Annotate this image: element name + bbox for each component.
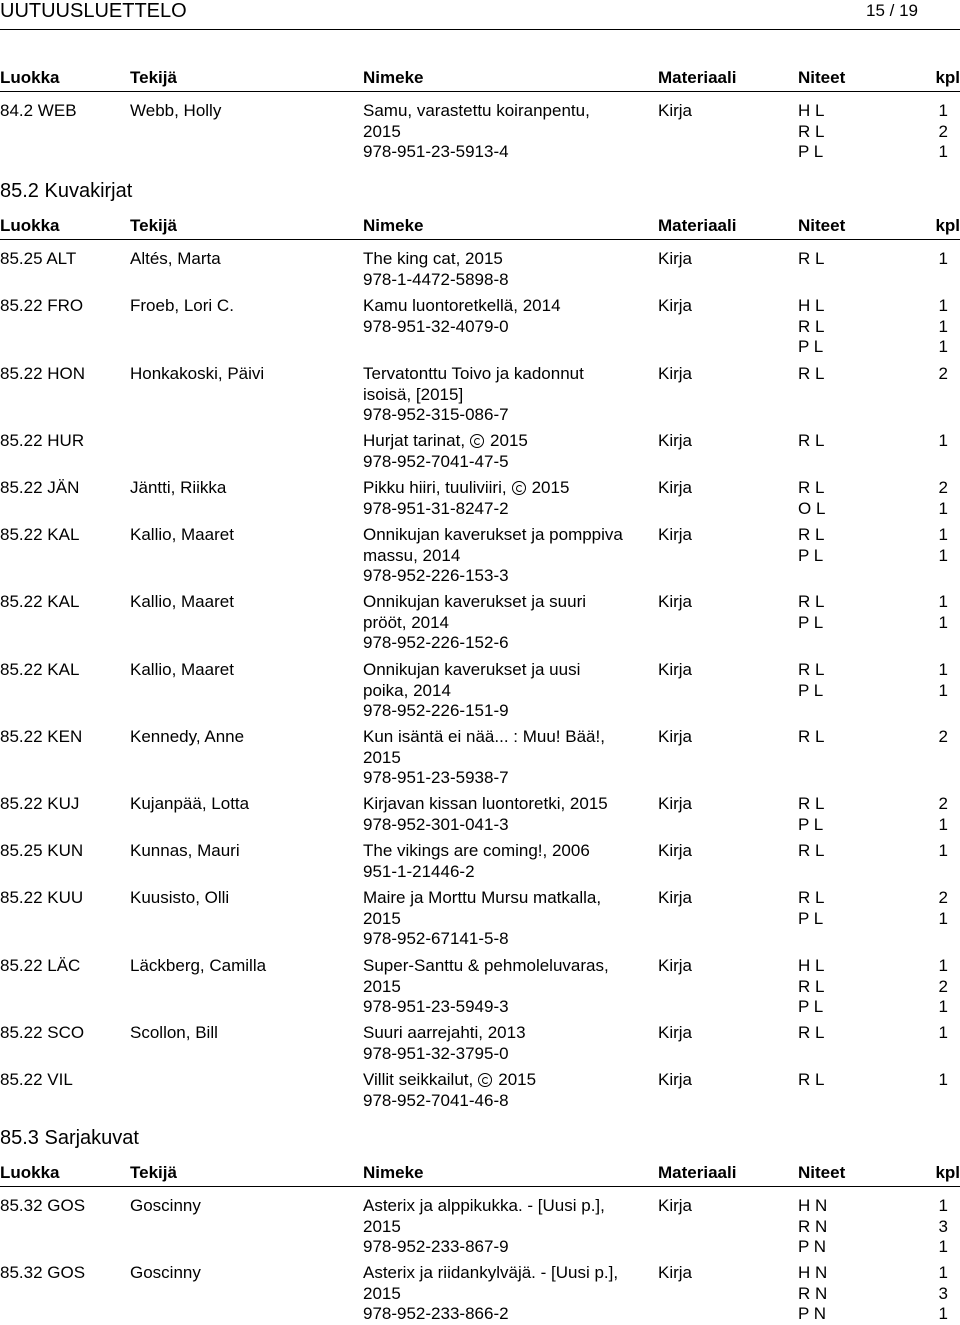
copy-location-code: R L [798,794,825,813]
copy-location-code: H N [798,1263,828,1282]
copy-location-code: R L [798,121,825,141]
column-header-materiaali: Materiaali [658,68,737,87]
column-header-nimeke: Nimeke [363,68,424,87]
entry-class: 85.22 HUR [0,431,85,450]
header-divider [0,29,960,30]
copy-count: 3 [938,1283,948,1303]
entry-author: Kujanpää, Lotta [130,794,250,813]
entry-class: 85.25 KUN [0,841,84,860]
copy-line [798,249,948,270]
copy-location-code: H L [798,296,825,315]
copy-count: 1 [938,337,948,356]
entry-class: 85.32 GOS [0,1196,86,1215]
copy-count: 2 [938,121,948,141]
copy-line [798,499,948,520]
entry-isbn: 978-951-23-5949-3 [363,997,509,1016]
entry-author: Kallio, Maaret [130,592,234,611]
entry-title [363,888,653,950]
copy-line [798,1196,948,1217]
copy-location-code: R L [798,976,825,996]
entry-title [363,956,653,1018]
copy-line [798,794,948,815]
entry-isbn: 978-952-226-151-9 [363,701,509,720]
entry-material: Kirja [658,888,693,907]
entry-author: Honkakoski, Päivi [130,364,265,383]
entry-title-line: Onnikujan kaverukset ja uusi [363,660,581,679]
entry-title-line: 2015 [363,747,401,767]
entry-title-line: 2015 [363,1216,401,1236]
entry-title [363,1070,653,1111]
column-header-tekija: Tekijä [130,216,177,235]
copy-line [798,977,948,998]
copy-location-code: P L [798,612,824,632]
entry-isbn: 978-952-233-867-9 [363,1237,509,1256]
copy-count: 1 [938,660,948,679]
entry-title-line: 2015 [363,121,401,141]
copy-line [798,1237,948,1258]
copy-location-code: R L [798,364,825,383]
copy-count: 1 [938,956,948,975]
column-header-tekija: Tekijä [130,68,177,87]
entry-material: Kirja [658,101,693,120]
copy-line [798,681,948,702]
column-header-niteet: Niteet [798,1163,846,1182]
entry-title-line: 2015 [363,908,401,928]
entry-class: 85.22 KAL [0,660,80,679]
column-header-divider [0,239,960,240]
entry-isbn: 978-952-226-153-3 [363,566,509,585]
entry-class: 85.22 KUU [0,888,84,907]
copy-line [798,122,948,143]
entry-isbn: 978-951-23-5913-4 [363,142,509,161]
copy-location-code: P N [798,1304,827,1323]
entry-title-line: Kirjavan kissan luontoretki, 2015 [363,794,608,813]
entry-class: 85.22 LÄC [0,956,81,975]
copy-location-code: H L [798,101,825,120]
entry-isbn: 978-952-67141-5-8 [363,929,509,948]
entry-isbn: 951-1-21446-2 [363,861,475,881]
copy-line [798,478,948,499]
entry-isbn: 978-952-315-086-7 [363,405,509,424]
entry-class: 84.2 WEB [0,101,77,120]
column-header-kpl: kpl [935,68,960,87]
copy-line [798,337,948,358]
entry-copies [798,1263,948,1325]
copy-location-code: R L [798,431,825,450]
entry-material: Kirja [658,592,693,611]
column-header-tekija: Tekijä [130,1163,177,1182]
entry-author: Goscinny [130,1196,201,1215]
copy-line [798,317,948,338]
copy-count: 2 [938,888,948,907]
copy-line [798,1304,948,1325]
entry-material: Kirja [658,660,693,679]
entry-title [363,296,653,337]
entry-author: Kennedy, Anne [130,727,245,746]
entry-copies [798,660,948,701]
entry-author: Läckberg, Camilla [130,956,267,975]
copy-count: 1 [938,249,948,268]
column-header-kpl: kpl [935,216,960,235]
copy-location-code: P L [798,908,824,928]
copy-location-code: P L [798,814,824,834]
entry-copies [798,592,948,633]
entry-copies [798,431,948,452]
entry-material: Kirja [658,727,693,746]
copy-location-code: P L [798,545,824,565]
section-title: 85.3 Sarjakuvat [0,1127,139,1149]
copy-count: 1 [938,680,948,700]
entry-material: Kirja [658,1196,693,1215]
column-header-materiaali: Materiaali [658,1163,737,1182]
copy-location-code: R L [798,249,825,268]
copy-count: 1 [938,841,948,860]
entry-isbn: 978-952-226-152-6 [363,633,509,652]
copy-count: 1 [938,592,948,611]
entry-author: Jäntti, Riikka [130,478,227,497]
entry-title-line: Samu, varastettu koiranpentu, [363,101,590,120]
copy-location-code: O L [798,498,826,518]
copy-count: 1 [938,1023,948,1042]
copy-line [798,909,948,930]
entry-isbn: 978-951-32-3795-0 [363,1043,509,1063]
entry-title-line: Hurjat tarinat, 2015 [363,431,528,450]
entry-title [363,1196,653,1258]
entry-author: Kallio, Maaret [130,660,234,679]
entry-copies [798,525,948,566]
entry-title [363,794,653,835]
copy-count: 1 [938,997,948,1016]
entry-author: Altés, Marta [130,249,221,268]
entry-copies [798,364,948,385]
copy-line [798,1217,948,1238]
entry-class: 85.22 KAL [0,525,80,544]
copy-location-code: P L [798,997,824,1016]
entry-author: Kallio, Maaret [130,525,234,544]
column-header-luokka: Luokka [0,68,60,87]
entry-title [363,592,653,654]
entry-copies [798,1070,948,1091]
page-title: UUTUUSLUETTELO [0,0,187,22]
copy-line [798,431,948,452]
copy-location-code: H L [798,956,825,975]
copy-line [798,727,948,748]
entry-class: 85.22 VIL [0,1070,73,1089]
copy-location-code: R L [798,1023,825,1042]
entry-title-line: Kun isäntä ei nää... : Muu! Bää!, [363,727,605,746]
copy-count: 1 [938,1263,948,1282]
entry-title [363,727,653,789]
entry-copies [798,249,948,270]
entry-title [363,478,653,519]
entry-material: Kirja [658,296,693,315]
entry-title-line: The king cat, 2015 [363,249,503,268]
entry-copies [798,888,948,929]
column-header-niteet: Niteet [798,68,846,87]
copy-count: 2 [938,364,948,383]
copy-line [798,101,948,122]
entry-title-line: Asterix ja riidankylväjä. - [Uusi p.], [363,1263,619,1282]
copy-line [798,956,948,977]
copy-location-code: P L [798,680,824,700]
entry-material: Kirja [658,431,693,450]
copy-location-code: P L [798,337,824,356]
entry-title [363,1263,653,1325]
page-number: 15 / 19 [866,1,918,20]
entry-class: 85.22 JÄN [0,478,80,497]
entry-isbn: 978-951-23-5938-7 [363,768,509,787]
copy-location-code: R L [798,592,825,611]
copy-location-code: R N [798,1283,828,1303]
entry-material: Kirja [658,525,693,544]
entry-title-line: Onnikujan kaverukset ja pomppiva [363,525,623,544]
column-header-luokka: Luokka [0,1163,60,1182]
entry-title-line: Super-Santtu & pehmoleluvaras, [363,956,609,975]
entry-title [363,1023,653,1064]
entry-title-line: 2015 [363,976,401,996]
entry-material: Kirja [658,249,693,268]
entry-isbn: 978-952-301-041-3 [363,814,509,834]
entry-class: 85.25 ALT [0,249,77,268]
copy-count: 1 [938,814,948,834]
copy-count: 1 [938,296,948,315]
entry-title-line: Onnikujan kaverukset ja suuri [363,592,587,611]
entry-isbn: 978-951-31-8247-2 [363,498,509,518]
entry-material: Kirja [658,478,693,497]
copy-location-code: R L [798,727,825,746]
entry-class: 85.32 GOS [0,1263,86,1282]
copy-count: 1 [938,498,948,518]
column-header-nimeke: Nimeke [363,216,424,235]
copy-count: 1 [938,545,948,565]
entry-title-line: isoisä, [2015] [363,384,464,404]
column-header-row [0,68,960,92]
copy-count: 2 [938,478,948,497]
column-header-luokka: Luokka [0,216,60,235]
entry-isbn: 978-951-32-4079-0 [363,316,509,336]
entry-copies [798,956,948,1018]
column-header-divider [0,1186,960,1187]
entry-copies [798,1196,948,1258]
column-header-niteet: Niteet [798,216,846,235]
copy-count: 2 [938,794,948,813]
entry-author: Goscinny [130,1263,201,1282]
copy-count: 1 [938,316,948,336]
entry-author: Froeb, Lori C. [130,296,234,315]
entry-class: 85.22 KAL [0,592,80,611]
copy-line [798,142,948,163]
entry-class: 85.22 SCO [0,1023,85,1042]
copy-location-code: R L [798,1070,825,1089]
copy-location-code: R L [798,841,825,860]
copy-location-code: R N [798,1216,828,1236]
entry-isbn: 978-1-4472-5898-8 [363,269,509,289]
entry-isbn: 978-952-7041-47-5 [363,451,509,471]
entry-title [363,841,653,882]
copy-line [798,613,948,634]
copy-count: 2 [938,727,948,746]
copy-count: 1 [938,1070,948,1089]
copyright-icon [512,481,526,495]
entry-class: 85.22 FRO [0,296,84,315]
column-header-divider [0,91,960,92]
entry-title-line: Villit seikkailut, 2015 [363,1070,537,1089]
copy-line [798,1070,948,1091]
entry-material: Kirja [658,1070,693,1089]
entry-material: Kirja [658,1023,693,1042]
entry-copies [798,1023,948,1044]
copy-line [798,1263,948,1284]
copy-location-code: H N [798,1196,828,1215]
copy-count: 1 [938,1304,948,1323]
entry-class: 85.22 KUJ [0,794,80,813]
copy-line [798,997,948,1018]
copyright-icon [470,434,484,448]
section-title: 85.2 Kuvakirjat [0,180,133,202]
copy-line [798,815,948,836]
copy-line [798,1284,948,1305]
entry-title [363,660,653,722]
entry-title-line: Pikku hiiri, tuuliviiri, 2015 [363,478,570,497]
entry-isbn: 978-952-7041-46-8 [363,1090,509,1110]
copy-count: 3 [938,1216,948,1236]
copy-line [798,546,948,567]
entry-title [363,101,653,163]
column-header-kpl: kpl [935,1163,960,1182]
entry-author: Kuusisto, Olli [130,888,230,907]
entry-title-line: Suuri aarrejahti, 2013 [363,1023,526,1042]
entry-material: Kirja [658,364,693,383]
copy-count: 1 [938,1237,948,1256]
entry-title-line: poika, 2014 [363,680,451,700]
copy-line [798,296,948,317]
entry-isbn: 978-952-233-866-2 [363,1304,509,1323]
entry-copies [798,794,948,835]
copy-count: 2 [938,976,948,996]
copy-count: 1 [938,1196,948,1215]
entry-copies [798,841,948,862]
column-header-nimeke: Nimeke [363,1163,424,1182]
copy-line [798,364,948,385]
column-header-materiaali: Materiaali [658,216,737,235]
entry-copies [798,296,948,358]
entry-title-line: Asterix ja alppikukka. - [Uusi p.], [363,1196,605,1215]
entry-copies [798,101,948,163]
entry-title [363,364,653,426]
entry-title [363,431,653,472]
entry-title [363,525,653,587]
entry-material: Kirja [658,956,693,975]
copyright-icon [478,1073,492,1087]
entry-title-line: 2015 [363,1283,401,1303]
copy-location-code: R L [798,660,825,679]
copy-count: 1 [938,101,948,120]
entry-copies [798,727,948,748]
copy-count: 1 [938,612,948,632]
copy-line [798,660,948,681]
entry-title-line: massu, 2014 [363,545,461,565]
entry-author: Kunnas, Mauri [130,841,240,860]
entry-author: Scollon, Bill [130,1023,218,1042]
copy-line [798,841,948,862]
copy-line [798,525,948,546]
entry-class: 85.22 KEN [0,727,83,746]
copy-count: 1 [938,142,948,161]
copy-count: 1 [938,525,948,544]
entry-title-line: Kamu luontoretkellä, 2014 [363,296,561,315]
entry-title-line: Maire ja Morttu Mursu matkalla, [363,888,602,907]
entry-copies [798,478,948,519]
copy-location-code: P L [798,142,824,161]
entry-title-line: prööt, 2014 [363,612,450,632]
copy-count: 1 [938,431,948,450]
copy-line [798,1023,948,1044]
entry-title-line: The vikings are coming!, 2006 [363,841,590,860]
page-header [0,0,960,30]
entry-material: Kirja [658,794,693,813]
column-header-row [0,216,960,240]
copy-location-code: R L [798,888,825,907]
entry-class: 85.22 HON [0,364,86,383]
copy-location-code: R L [798,525,825,544]
copy-line [798,592,948,613]
copy-location-code: P N [798,1237,827,1256]
entry-title-line: Tervatonttu Toivo ja kadonnut [363,364,584,383]
entry-material: Kirja [658,1263,693,1282]
entry-material: Kirja [658,841,693,860]
copy-location-code: R L [798,316,825,336]
column-header-row [0,1163,960,1187]
entry-author: Webb, Holly [130,101,222,120]
entry-title [363,249,653,290]
copy-count: 1 [938,908,948,928]
copy-line [798,888,948,909]
copy-location-code: R L [798,478,825,497]
